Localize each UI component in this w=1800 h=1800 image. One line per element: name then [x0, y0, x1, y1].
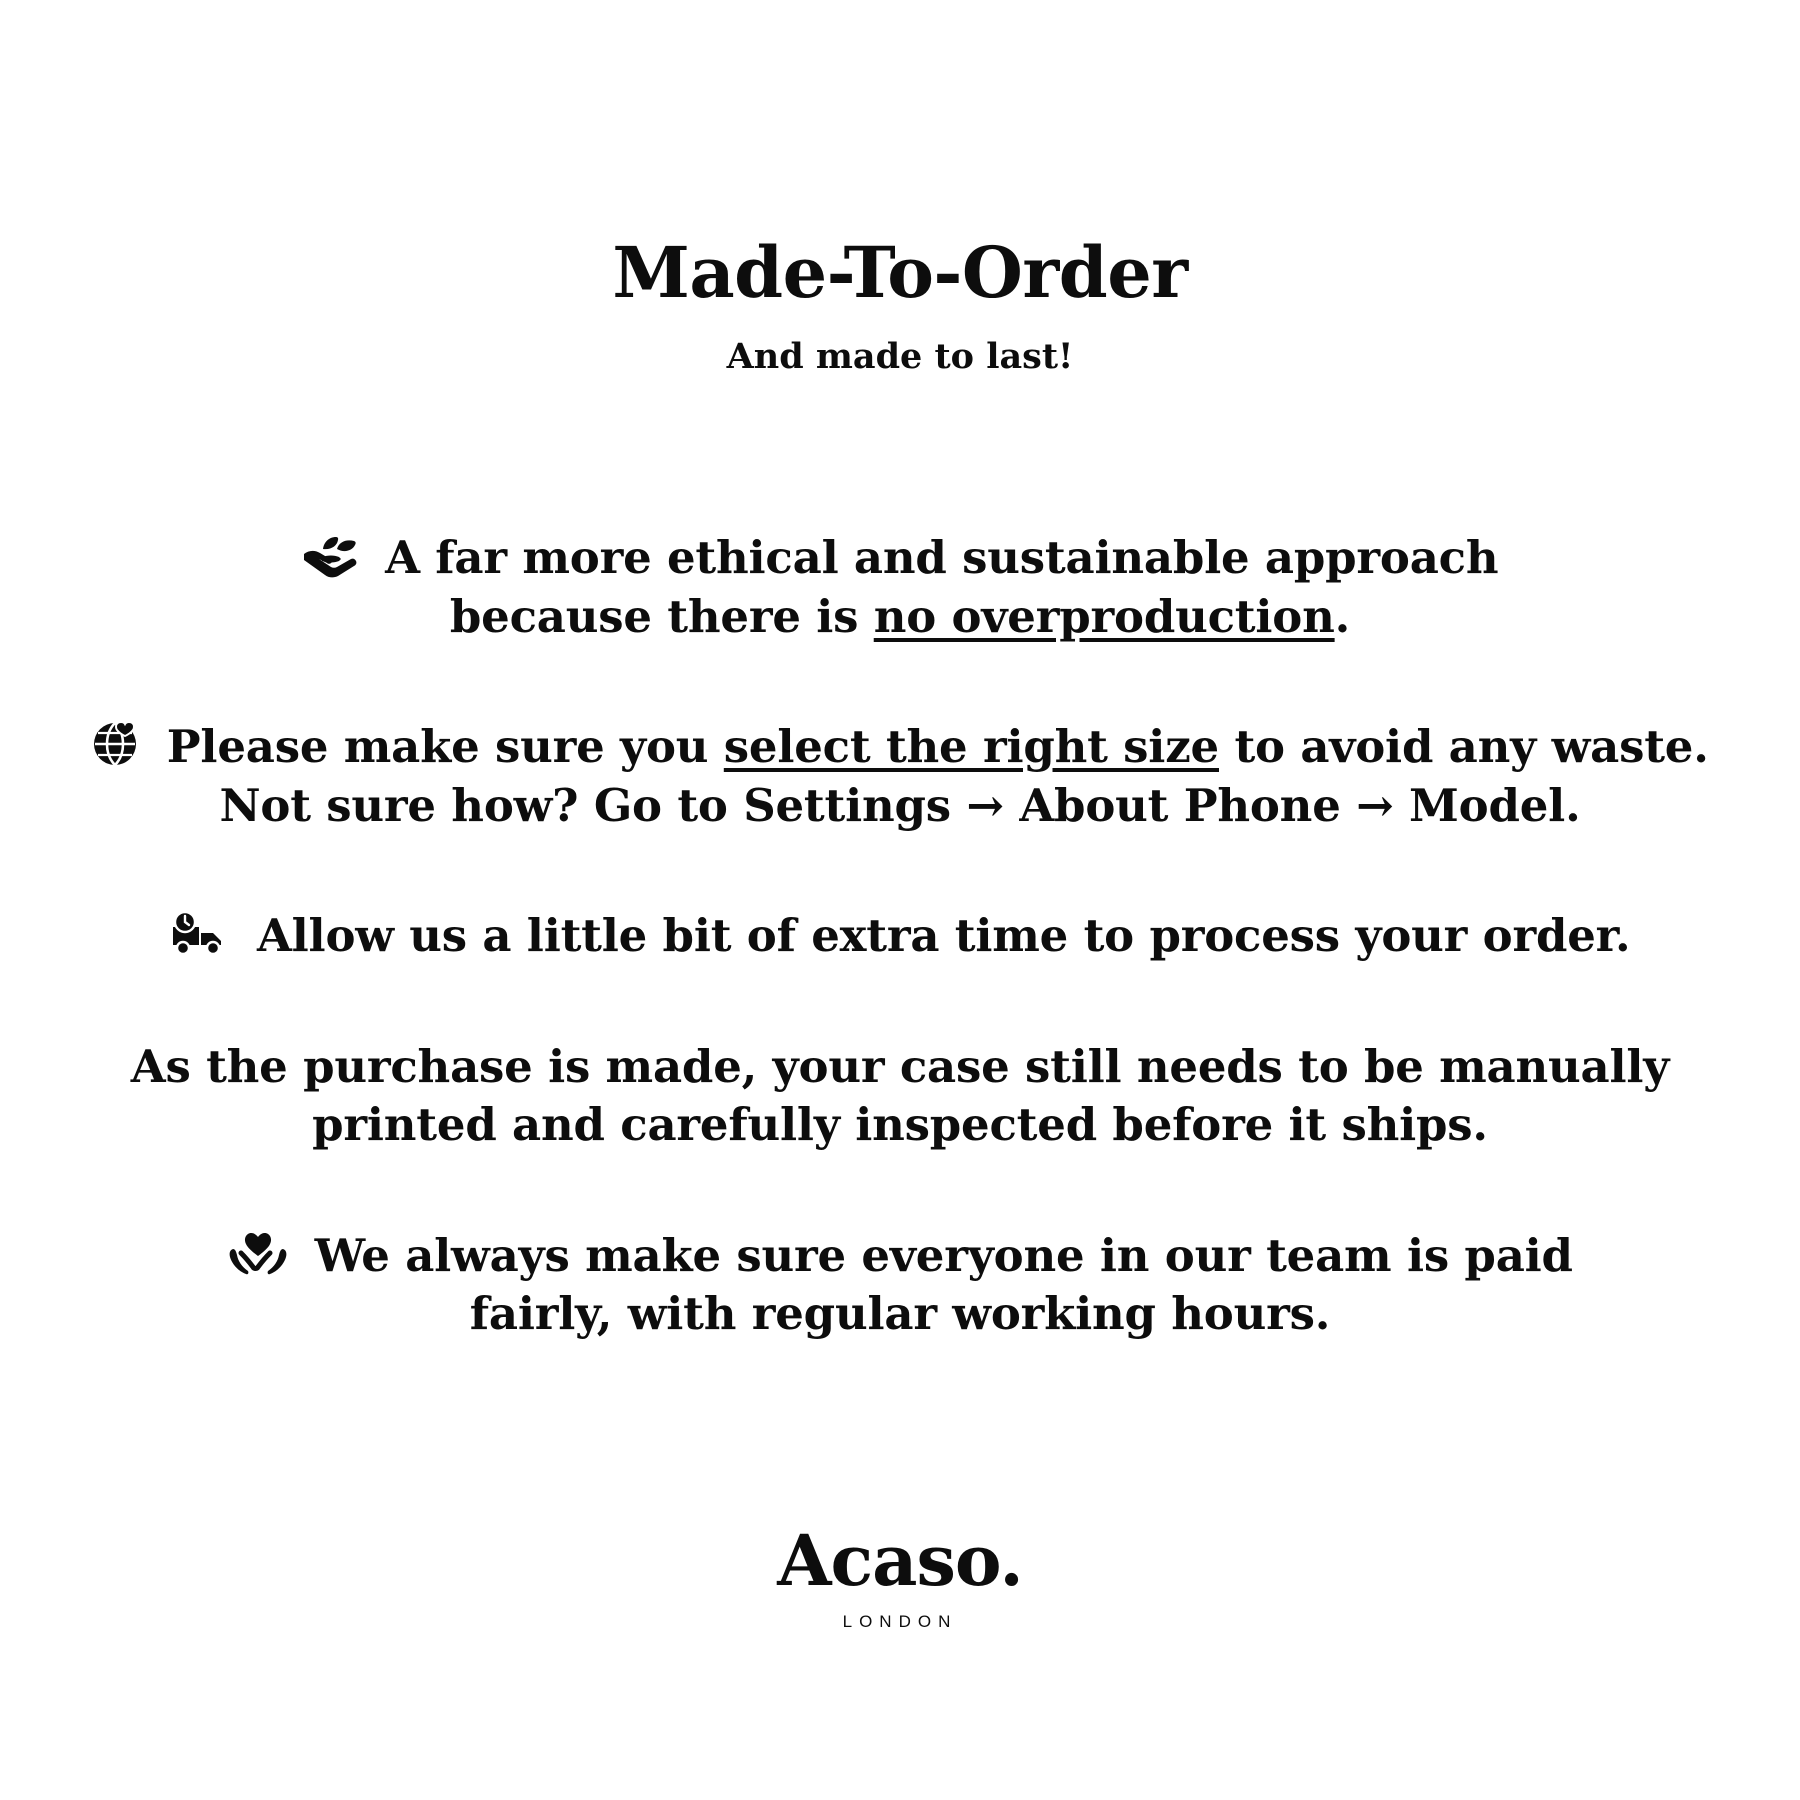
point-3-line1: Allow us a little bit of extra time to process your order. [256, 909, 1631, 962]
point-manual-production [90, 1038, 1710, 1155]
hands-holding-heart-icon [227, 1229, 289, 1277]
delivery-truck-clock-icon [169, 911, 231, 957]
point-2-emphasis: select the right size [723, 720, 1219, 773]
brand-location: LONDON [842, 1612, 958, 1631]
page-subtitle: And made to last! [726, 336, 1074, 377]
point-fair-pay [90, 1227, 1710, 1344]
globe-heart-icon [91, 718, 141, 768]
point-1-line1: A far more ethical and sustainable approach [385, 531, 1499, 584]
point-1-line2-pre: because there is [449, 589, 874, 643]
brand-footer [0, 1519, 1800, 1632]
point-4-line2: printed and carefully inspected before it ships. [312, 1098, 1488, 1151]
point-4-line1: As the purchase is made, your case still needs to be manually [130, 1039, 1670, 1093]
hand-holding-plant-icon [302, 533, 360, 579]
point-2-line2: Not sure how? Go to Settings → About Phone → Model. [219, 778, 1581, 832]
point-5-line2: fairly, with regular working hours. [469, 1287, 1331, 1340]
point-sustainability [90, 529, 1710, 646]
point-5-line1: We always make sure everyone in our team is paid [314, 1228, 1573, 1282]
brand-logo: Acaso. [777, 1519, 1023, 1602]
point-size-selection [90, 718, 1710, 835]
page-title: Made-To-Order [612, 231, 1188, 314]
point-processing-time [90, 907, 1710, 966]
point-1-emphasis: no overproduction [873, 589, 1335, 643]
point-1-line2-post: . [1334, 589, 1351, 643]
point-2-line1-pre: Please make sure you [166, 720, 724, 773]
point-2-line1-post: to avoid any waste. [1219, 720, 1709, 773]
